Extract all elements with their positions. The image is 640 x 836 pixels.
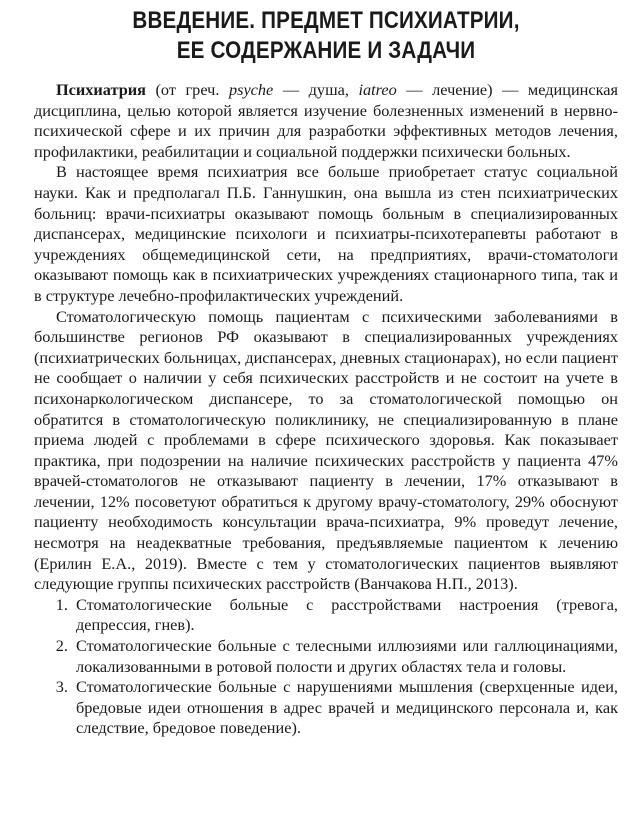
list-item xyxy=(34,595,618,636)
paragraph-dental-care: Стоматологическую помощь пациентам с психическими заболеваниями в большинстве регионов РФ оказывают в специализированных учреждениях (психиатрических больницах, диспансерах, дневных стационарах), но если пациент не сообщает о наличии у себя психических расстройств и не состоит на учете в психонаркологическом диспансере, то за стоматологической помощью он обратится в стоматологическую поликлинику, не специализированную в плане приема людей с проблемами в сфере психического здоровья. Как показывает практика, при подозрении на наличие психических расстройств у пациента 47% врачей-стоматологов не отказывают пациенту в лечении, 17% отказывают в лечении, 12% посоветуют обратиться к другому врачу-стоматологу, 29% обоснуют пациенту необходимость консультации врача-психиатра, 9% проведут лечение, несмотря на неадекватные требования, предъявляемые пациентом к лечению (Ерилин Е.А., 2019). Вместе с тем у стоматологических пациентов выявляют следующие группы психических расстройств (Ванчакова Н.П., 2013). xyxy=(34,306,618,594)
paragraph-social-science: В настоящее время психиатрия все больше приобретает статус социальной науки. Как и предполагал П.Б. Ганнушкин, она вышла из стен психиатрических больниц: врачи-психиатры оказывают помощь больным в специализированных диспансерах, медицинские психологи и психиатры-психотерапевты работают в учреждениях общемедицинской сети, на предприятиях, врачи-стоматологи оказывают помощь как в психиатрических учреждениях стационарного типа, так и в структуре лечебно-профилактических учреждений. xyxy=(34,162,618,305)
chapter-title-line-2: ЕЕ СОДЕРЖАНИЕ И ЗАДАЧИ xyxy=(176,37,476,64)
list-item-text: Стоматологические больные с телесными иллюзиями или галлюцинациями, локализованными в ротовой полости и других областях тела и головы. xyxy=(76,636,618,676)
document-page xyxy=(34,6,618,739)
disorder-groups-list xyxy=(34,595,618,739)
chapter-title-line-1: ВВЕДЕНИЕ. ПРЕДМЕТ ПСИХИАТРИИ, xyxy=(132,7,520,34)
defined-term: Психиатрия xyxy=(56,80,146,99)
list-item-number: 1. xyxy=(55,594,68,614)
list-item-number: 2. xyxy=(55,636,68,656)
list-item xyxy=(34,677,618,739)
list-item-text: Стоматологические больные с расстройствами настроения (тревога, депрессия, гнев). xyxy=(76,594,618,635)
list-item xyxy=(34,636,618,677)
list-item-text: Стоматологические больные с нарушениями мышления (сверхценные идеи, бредовые идеи отношения в адрес врачей и медицинского персонала и, как следствие, бредовое поведение). xyxy=(76,677,618,738)
list-item-number: 3. xyxy=(55,677,68,697)
greek-word-psyche: psyche xyxy=(228,80,274,99)
greek-word-iatreo: iatreo xyxy=(358,80,397,99)
chapter-title xyxy=(75,6,577,66)
intro-paragraph: Психиатрия (от греч. psyche — душа, iatreo — лечение) — медицинская дисциплина, целью которой является изучение болезненных изменений в нервно-психической сфере и их причин для разработки эффективных методов лечения, профилактики, реабилитации и социальной поддержки психически больных. xyxy=(34,80,618,161)
